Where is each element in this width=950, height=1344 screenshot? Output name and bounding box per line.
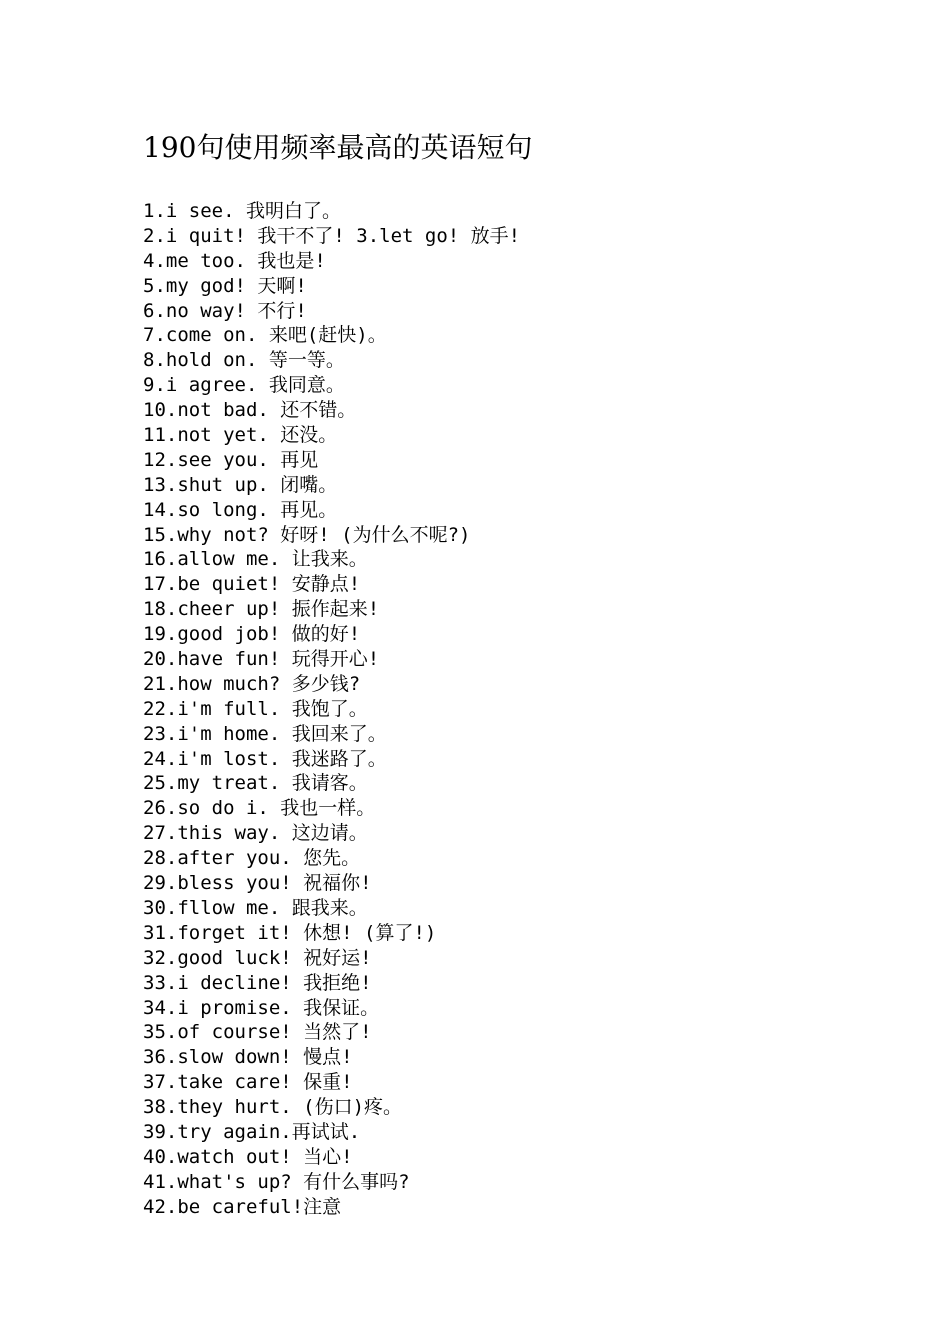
phrase-line: 31.forget it! 休想! (算了!): [143, 921, 437, 944]
phrase-line: 32.good luck! 祝好运!: [143, 946, 372, 969]
phrase-line: 28.after you. 您先。: [143, 847, 361, 870]
phrase-line: 5.my god! 天啊!: [143, 274, 307, 297]
phrase-line: 18.cheer up! 振作起来!: [143, 598, 380, 621]
phrase-line: 27.this way. 这边请。: [143, 822, 368, 845]
phrase-line: 21.how much? 多少钱?: [143, 672, 361, 695]
phrase-line: 34.i promise. 我保证。: [143, 996, 380, 1019]
phrase-line: 12.see you. 再见: [143, 448, 319, 471]
phrase-line: 16.allow me. 让我来。: [143, 548, 368, 571]
phrase-line: 38.they hurt. (伤口)疼。: [143, 1096, 403, 1119]
phrase-line: 6.no way! 不行!: [143, 299, 307, 322]
phrase-line: 20.have fun! 玩得开心!: [143, 648, 380, 671]
phrase-line: 7.come on. 来吧(赶快)。: [143, 324, 387, 347]
phrase-line: 42.be careful!注意: [143, 1195, 342, 1218]
phrase-line: 14.so long. 再见。: [143, 498, 338, 521]
phrase-line: 1.i see. 我明白了。: [143, 200, 341, 222]
phrase-line: 36.slow down! 慢点!: [143, 1046, 353, 1069]
phrase-line: 4.me too. 我也是!: [143, 249, 326, 272]
phrase-line: 15.why not? 好呀! (为什么不呢?): [143, 523, 471, 546]
phrase-line: 30.fllow me. 跟我来。: [143, 896, 368, 919]
phrase-line: 23.i'm home. 我回来了。: [143, 722, 387, 745]
document-title: 190句使用频率最高的英语短句: [143, 131, 533, 164]
phrase-line: 26.so do i. 我也一样。: [143, 797, 376, 820]
phrase-line: 11.not yet. 还没。: [143, 424, 338, 447]
phrase-line: 37.take care! 保重!: [143, 1071, 353, 1094]
phrase-line: 22.i'm full. 我饱了。: [143, 697, 368, 720]
phrase-line: 25.my treat. 我请客。: [143, 772, 368, 795]
phrase-line: 13.shut up. 闭嘴。: [143, 473, 338, 496]
phrase-line: 29.bless you! 祝福你!: [143, 872, 372, 895]
phrase-list: [143, 199, 520, 1220]
phrase-line: 40.watch out! 当心!: [143, 1145, 353, 1168]
phrase-line: 24.i'm lost. 我迷路了。: [143, 747, 387, 770]
phrase-line: 39.try again.再试试.: [143, 1120, 361, 1143]
phrase-line: 2.i quit! 我干不了! 3.let go! 放手!: [143, 224, 521, 247]
phrase-line: 35.of course! 当然了!: [143, 1021, 372, 1044]
phrase-line: 41.what's up? 有什么事吗?: [143, 1170, 410, 1193]
phrase-line: 17.be quiet! 安静点!: [143, 573, 361, 596]
phrase-line: 33.i decline! 我拒绝!: [143, 971, 372, 994]
phrase-line: 9.i agree. 我同意。: [143, 374, 345, 397]
phrase-line: 19.good job! 做的好!: [143, 623, 361, 646]
phrase-line: 8.hold on. 等一等。: [143, 349, 345, 372]
phrase-line: 10.not bad. 还不错。: [143, 399, 357, 422]
